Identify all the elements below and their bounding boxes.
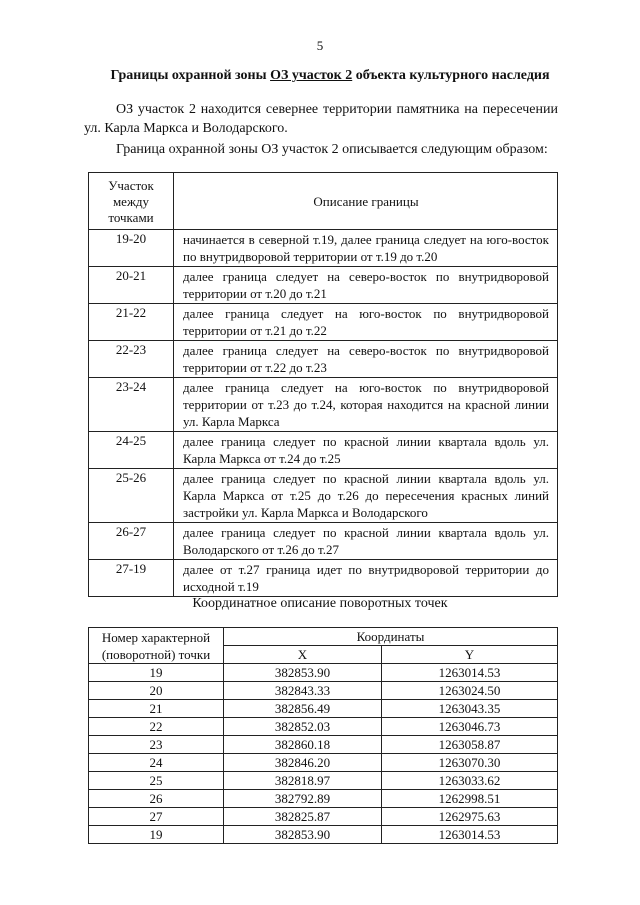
section-cell: 19-20 [89,230,174,267]
description-cell: далее граница следует по красной линии квартала вдоль ул. Карла Маркса от т.24 до т.25 [174,432,558,469]
header-y: Y [381,646,557,664]
section-cell: 22-23 [89,341,174,378]
section-cell: 26-27 [89,523,174,560]
table-row [89,754,558,772]
description-cell: далее граница следует по красной линии квартала вдоль ул. Володарского от т.26 до т.27 [174,523,558,560]
y-cell: 1263024.50 [381,682,557,700]
description-cell: далее граница следует на северо-восток по внутридворовой территории от т.20 до т.21 [174,267,558,304]
point-cell: 20 [89,682,224,700]
y-cell: 1263033.62 [381,772,557,790]
coords-heading: Координатное описание поворотных точек [192,596,448,611]
boundary-table-header [89,173,558,230]
table-row [89,682,558,700]
x-cell: 382792.89 [224,790,382,808]
coordinates-table [88,627,558,844]
y-cell: 1263046.73 [381,718,557,736]
x-cell: 382843.33 [224,682,382,700]
table-row [89,560,558,597]
x-cell: 382825.87 [224,808,382,826]
header-section: Участок между точками [89,173,174,230]
x-cell: 382846.20 [224,754,382,772]
point-cell: 22 [89,718,224,736]
y-cell: 1263014.53 [381,664,557,682]
y-cell: 1263058.87 [381,736,557,754]
x-cell: 382818.97 [224,772,382,790]
description-cell: далее граница следует на юго-восток по внутридворовой территории от т.21 до т.22 [174,304,558,341]
boundary-table [88,172,558,597]
coords-header-row-1 [89,628,558,646]
title-zone-name: ОЗ участок 2 [270,68,353,83]
document-title [90,68,570,84]
point-cell: 23 [89,736,224,754]
table-row [89,790,558,808]
section-cell: 20-21 [89,267,174,304]
header-x: X [224,646,382,664]
section-cell: 21-22 [89,304,174,341]
header-coordinates: Координаты [224,628,558,646]
title-part-3: объекта культурного наследия [352,68,550,83]
point-cell: 25 [89,772,224,790]
table-row [89,304,558,341]
point-cell: 21 [89,700,224,718]
description-cell: далее граница следует на северо-восток по внутридворовой территории от т.22 до т.23 [174,341,558,378]
table-row [89,826,558,844]
y-cell: 1263014.53 [381,826,557,844]
paragraph-intro: Граница охранной зоны ОЗ участок 2 описывается следующим образом: [116,142,548,157]
section-cell: 24-25 [89,432,174,469]
point-cell: 19 [89,826,224,844]
table-row [89,469,558,523]
point-cell: 26 [89,790,224,808]
table-row [89,808,558,826]
header-description: Описание границы [174,173,558,230]
y-cell: 1263070.30 [381,754,557,772]
table-row [89,772,558,790]
y-cell: 1262975.63 [381,808,557,826]
point-cell: 24 [89,754,224,772]
description-cell: далее от т.27 граница идет по внутридворовой территории до исходной т.19 [174,560,558,597]
paragraph-location: ОЗ участок 2 находится севернее территории памятника на пересечении ул. Карла Маркса и Володарского. [84,102,558,136]
table-row [89,432,558,469]
x-cell: 382852.03 [224,718,382,736]
table-row [89,523,558,560]
y-cell: 1263043.35 [381,700,557,718]
point-cell: 27 [89,808,224,826]
header-point-number: Номер характерной (поворотной) точки [89,628,224,664]
description-cell: далее граница следует на юго-восток по внутридворовой территории от т.23 до т.24, которая находится на красной линии ул. Карла Маркса [174,378,558,432]
point-cell: 19 [89,664,224,682]
section-cell: 25-26 [89,469,174,523]
x-cell: 382860.18 [224,736,382,754]
table-row [89,341,558,378]
x-cell: 382853.90 [224,664,382,682]
y-cell: 1262998.51 [381,790,557,808]
x-cell: 382856.49 [224,700,382,718]
table-row [89,664,558,682]
table-row [89,700,558,718]
table-row [89,378,558,432]
table-row [89,230,558,267]
x-cell: 382853.90 [224,826,382,844]
description-cell: далее граница следует по красной линии квартала вдоль ул. Карла Маркса от т.25 до т.26 до пересечения красных линий застройки ул. Карла Маркса и Володарского [174,469,558,523]
section-cell: 27-19 [89,560,174,597]
table-row [89,736,558,754]
table-row [89,267,558,304]
description-cell: начинается в северной т.19, далее граница следует на юго-восток по внутридворовой территории от т.19 до т.20 [174,230,558,267]
page-number: 5 [316,38,324,53]
section-cell: 23-24 [89,378,174,432]
title-part-1: Границы охранной зоны [110,68,271,83]
table-row [89,718,558,736]
